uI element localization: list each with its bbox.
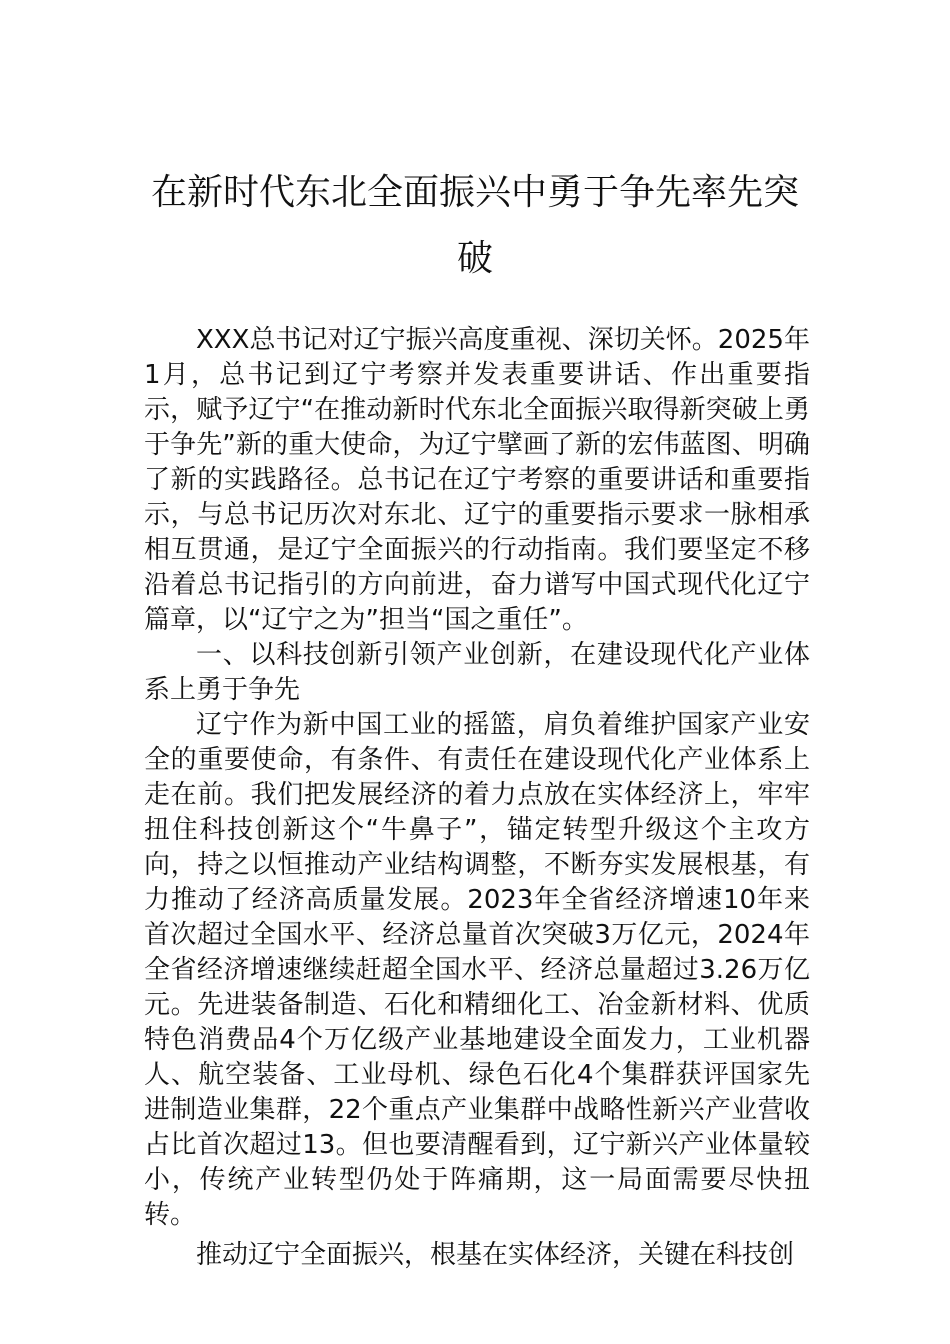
section-heading: 一、以科技创新引领产业创新，在建设现代化产业体系上勇于争先 <box>144 640 810 705</box>
section-paragraph: 辽宁作为新中国工业的摇篮，肩负着维护国家产业安全的重要使命，有条件、有责任在建设现代化产业体系上走在前。我们把发展经济的着力点放在实体经济上，牢牢扭住科技创新这个“牛鼻子”，锚定转型升级这个主攻方向，持之以恒推动产业结构调整，不断夯实发展根基，有力推动了经济高质量发展。2023年全省经济增速10年来首次超过全国水平、经济总量首次突破3万亿元，2024年全省经济增速继续赶超全国水平、经济总量超过3.26万亿元。先进装备制造、石化和精细化工、冶金新材料、优质特色消费品4个万亿级产业基地建设全面发力，工业机器人、航空装备、工业母机、绿色石化4个集群获评国家先进制造业集群，22个重点产业集群中战略性新兴产业营收占比首次超过13。但也要清醒看到，辽宁新兴产业体量较小，传统产业转型仍处于阵痛期，这一局面需要尽快扭转。 <box>144 710 810 1230</box>
document-title: 在新时代东北全面振兴中勇于争先率先突破 <box>150 172 799 279</box>
document-body <box>144 323 810 1273</box>
intro-paragraph: XXX总书记对辽宁振兴高度重视、深切关怀。2025年1月，总书记到辽宁考察并发表重要讲话、作出重要指示，赋予辽宁“在推动新时代东北全面振兴取得新突破上勇于争先”新的重大使命，为辽宁擘画了新的宏伟蓝图、明确了新的实践路径。总书记在辽宁考察的重要讲话和重要指示，与总书记历次对东北、辽宁的重要指示要求一脉相承相互贯通，是辽宁全面振兴的行动指南。我们要坚定不移沿着总书记指引的方向前进，奋力谱写中国式现代化辽宁篇章，以“辽宁之为”担当“国之重任”。 <box>144 325 810 635</box>
continuation-paragraph: 推动辽宁全面振兴，根基在实体经济，关键在科技创 <box>196 1240 795 1270</box>
